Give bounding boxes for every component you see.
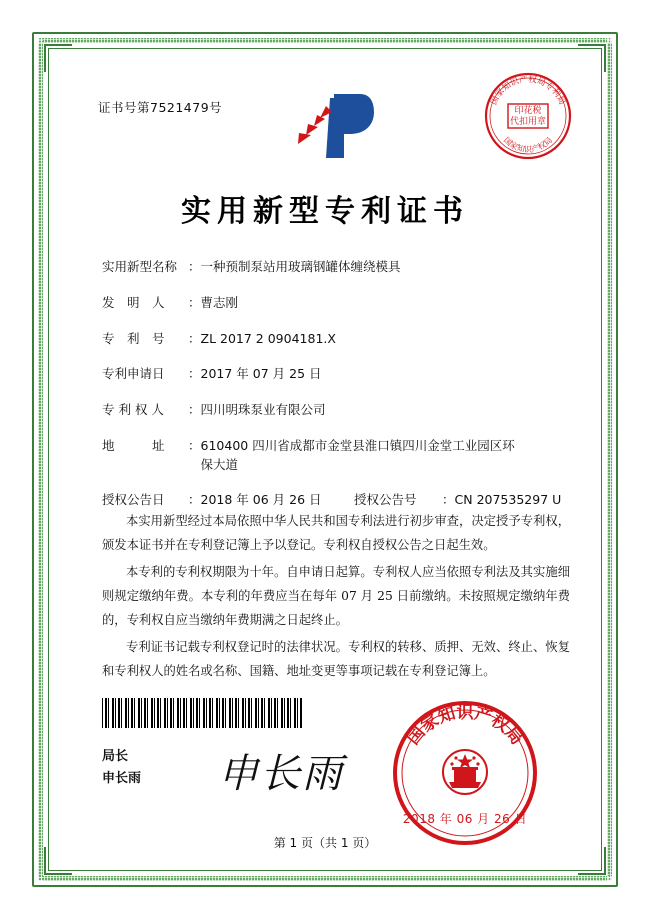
svg-text:国家知识产权局: 国家知识产权局 <box>501 135 555 154</box>
field-colon: ： <box>188 437 201 453</box>
field-row-patentee <box>102 401 572 420</box>
field-label: 专 利 权 人 <box>102 402 164 417</box>
field-list <box>102 258 572 524</box>
seal-date: 2018 年 06 月 26 日 <box>402 812 528 826</box>
announcement-number-label: 授权公告号 <box>354 492 417 508</box>
svg-text:印花税: 印花税 <box>514 106 542 116</box>
field-value-line2: 保大道 <box>200 456 239 472</box>
field-colon: ： <box>188 330 201 346</box>
barcode-icon <box>102 698 302 728</box>
cnipa-logo-icon <box>290 88 376 164</box>
field-row-application-date <box>102 365 572 384</box>
field-value <box>201 437 572 475</box>
field-value: 2017 年 07 月 25 日 <box>200 366 322 382</box>
svg-text:国家知识产权局专利局: 国家知识产权局专利局 <box>489 74 567 107</box>
field-colon: ： <box>188 366 201 382</box>
svg-text:代扣用章: 代扣用章 <box>509 117 547 127</box>
field-colon: ： <box>188 402 201 417</box>
announcement-number-value: CN 207535297 U <box>454 492 562 508</box>
page-footer: 第 1 页（共 1 页） <box>273 836 377 850</box>
legal-paragraph-1: 本实用新型经过本局依照中华人民共和国专利法进行初步审查，决定授予专利权，颁发本证书并在专利登记簿上予以登记。专利权自授权公告之日起生效。 <box>102 514 570 552</box>
legal-paragraph-3: 专利证书记载专利权登记时的法律状况。专利权的转移、质押、无效、终止、恢复和专利权人的姓名或名称、国籍、地址变更等事项记载在专利登记簿上。 <box>102 639 570 678</box>
director-title-line2: 申长雨 <box>102 771 142 787</box>
director-title-block <box>102 746 141 790</box>
field-value-line1: 610400 四川省成都市金堂县淮口镇四川金堂工业园区环 <box>200 437 515 453</box>
field-row-utility-model-name <box>102 258 572 277</box>
announcement-number-group <box>354 491 572 510</box>
field-row-address <box>102 437 572 475</box>
field-label: 地 址 <box>102 437 165 453</box>
announcement-date-group <box>102 491 354 510</box>
announcement-date-label: 授权公告日 <box>102 492 165 508</box>
field-label: 专 利 号 <box>102 330 165 346</box>
field-value: ZL 2017 2 0904181.X <box>200 330 336 346</box>
field-value: 一种预制泵站用玻璃钢罐体缠绕模具 <box>200 259 401 274</box>
field-row-announcement <box>102 491 572 510</box>
top-red-stamp-icon <box>482 70 574 162</box>
field-value: 四川明珠泵业有限公司 <box>200 402 326 417</box>
field-colon: ： <box>188 259 201 274</box>
announcement-date-colon: ： <box>188 492 201 508</box>
certificate-number: 证书号第7521479号 <box>98 100 223 115</box>
field-value: 曹志刚 <box>200 294 239 310</box>
field-row-inventor <box>102 294 572 313</box>
announcement-number-colon: ： <box>442 492 455 508</box>
svg-text:国家知识产权局: 国家知识产权局 <box>403 703 527 749</box>
certificate-content <box>58 58 592 861</box>
handwritten-signature: 申长雨 <box>218 751 344 797</box>
legal-paragraph-2: 本专利的专利权期限为十年。自申请日起算。专利权人应当依照专利法及其实施细则规定缴纳年费。本专利的年费应当在每年 07 月 25 日前缴纳。未按照规定缴纳年费的，专利权自应当缴纳年费期满之日起终止。 <box>102 564 570 627</box>
legal-text-block <box>102 510 570 687</box>
field-label: 实用新型名称 <box>102 259 178 274</box>
page-title: 实用新型专利证书 <box>181 194 469 229</box>
field-colon: ： <box>188 294 201 310</box>
director-title-line1: 局长 <box>102 749 129 764</box>
announcement-date-value: 2018 年 06 月 26 日 <box>200 492 322 508</box>
field-row-patent-number <box>102 330 572 349</box>
field-label: 专利申请日 <box>102 366 165 382</box>
field-label: 发 明 人 <box>102 294 165 310</box>
